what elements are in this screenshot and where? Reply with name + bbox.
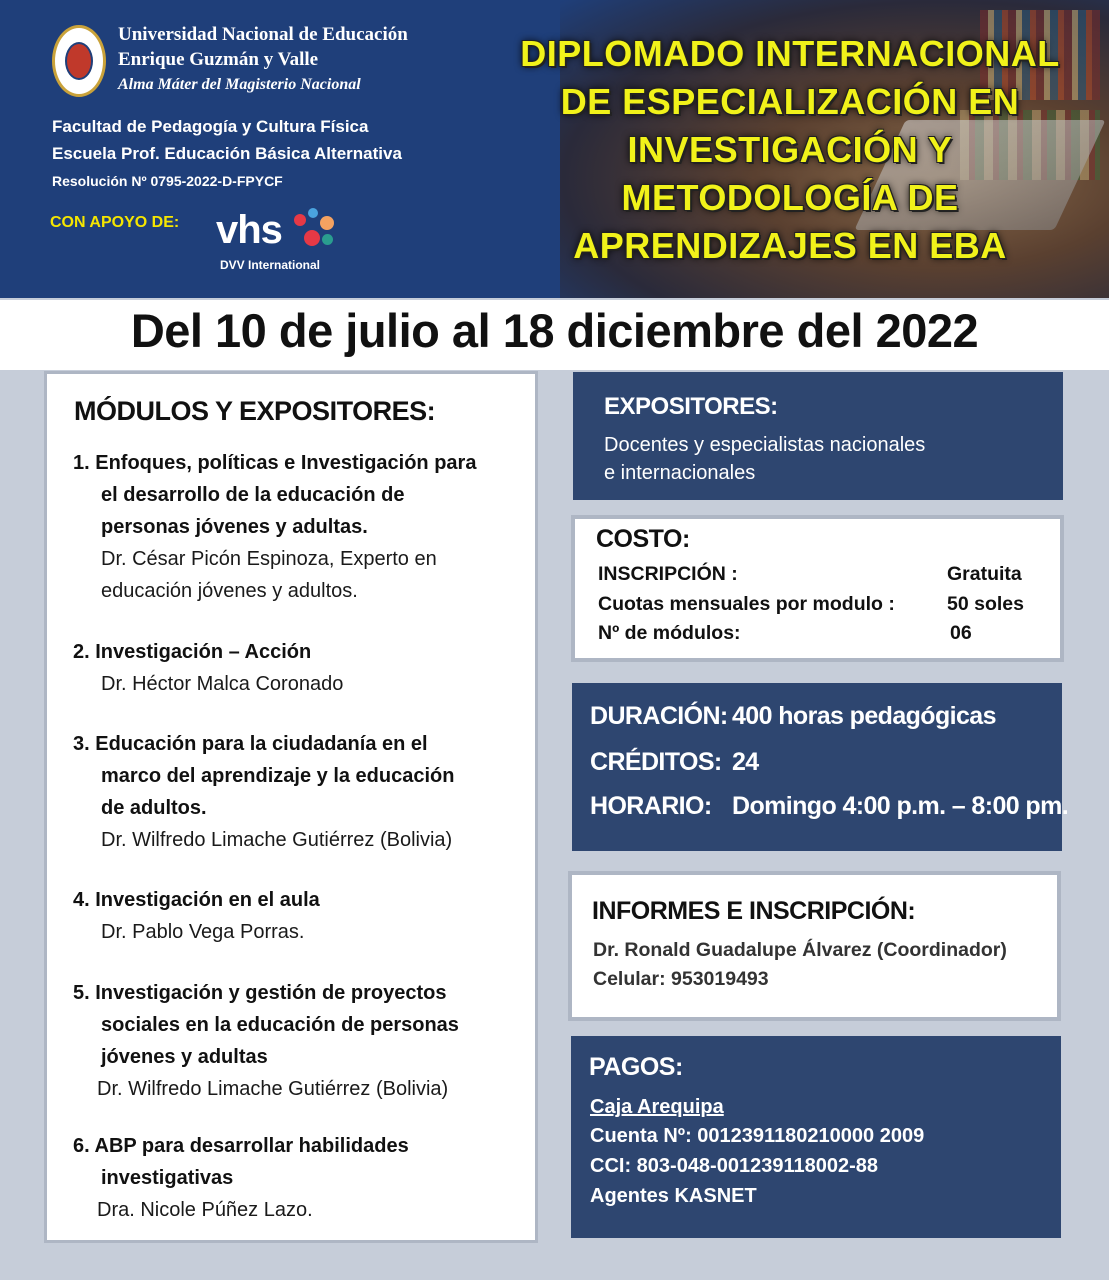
module-item xyxy=(73,447,523,607)
university-name-line2: Enrique Guzmán y Valle xyxy=(118,49,319,70)
dvv-logo-text: DVV International xyxy=(220,258,321,272)
module-item xyxy=(73,636,523,700)
cost-row xyxy=(598,593,1038,623)
module-item xyxy=(73,977,523,1105)
module-speaker: Dra. Nicole Púñez Lazo. xyxy=(97,1199,313,1221)
module-item xyxy=(73,728,523,856)
logo-dot-icon xyxy=(304,230,320,246)
payments-bank: Caja Arequipa xyxy=(590,1096,724,1118)
module-title: 5. Investigación y gestión de proyectos xyxy=(73,982,447,1004)
module-title: 2. Investigación – Acción xyxy=(73,641,312,663)
speakers-description xyxy=(604,431,1044,487)
info-phone: Celular: 953019493 xyxy=(593,968,769,990)
title-line: DE ESPECIALIZACIÓN EN xyxy=(560,81,1020,122)
info-contact: Dr. Ronald Guadalupe Álvarez (Coordinador) xyxy=(593,939,1007,961)
module-title-cont: el desarrollo de la educación de xyxy=(101,484,405,506)
module-title: 6. ABP para desarrollar habilidades xyxy=(73,1135,409,1157)
module-speaker: Dr. Wilfredo Limache Gutiérrez (Bolivia) xyxy=(101,829,453,851)
speakers-line: Docentes y especialistas nacionales xyxy=(604,434,926,456)
module-speaker: Dr. César Picón Espinoza, Experto en xyxy=(101,548,437,570)
cost-value: 06 xyxy=(950,622,972,644)
cost-row xyxy=(598,563,1038,593)
module-speaker: Dr. Pablo Vega Porras. xyxy=(101,921,305,943)
school-name: Escuela Prof. Educación Básica Alternativa xyxy=(52,144,402,163)
schedule-value: Domingo 4:00 p.m. – 8:00 pm. xyxy=(732,792,1069,820)
credits-value: 24 xyxy=(732,748,759,776)
cost-label: Cuotas mensuales por modulo : xyxy=(598,593,895,615)
speakers-line: e internacionales xyxy=(604,462,756,484)
modules-title: MÓDULOS Y EXPOSITORES: xyxy=(74,396,436,426)
faculty-name: Facultad de Pedagogía y Cultura Física xyxy=(52,117,369,136)
vhs-logo-text: vhs xyxy=(216,208,282,252)
info-title: INFORMES E INSCRIPCIÓN: xyxy=(592,897,916,925)
module-title-cont: jóvenes y adultas xyxy=(101,1046,268,1068)
support-label: CON APOYO DE: xyxy=(50,214,180,231)
module-speaker: educación jóvenes y adultos. xyxy=(101,580,358,602)
duration-label: DURACIÓN: xyxy=(590,702,728,730)
title-line: APRENDIZAJES EN EBA xyxy=(573,225,1007,266)
university-motto: Alma Máter del Magisterio Nacional xyxy=(118,76,361,93)
cost-value: Gratuita xyxy=(947,563,1022,585)
cost-title: COSTO: xyxy=(596,525,690,553)
duration-row xyxy=(590,702,1060,746)
credits-row xyxy=(590,748,1060,792)
seal-shield-icon xyxy=(65,42,93,80)
cost-row xyxy=(598,622,1038,652)
schedule-label: HORARIO: xyxy=(590,792,712,820)
cost-label: Nº de módulos: xyxy=(598,622,741,644)
module-item xyxy=(73,884,523,948)
payments-title: PAGOS: xyxy=(589,1053,683,1081)
logo-dot-icon xyxy=(308,208,318,218)
program-dates: Del 10 de julio al 18 diciembre del 2022 xyxy=(130,304,979,357)
resolution-number: Resolución Nº 0795-2022-D-FPYCF xyxy=(52,173,283,189)
payments-account: Cuenta Nº: 0012391180210000 2009 xyxy=(590,1125,925,1147)
university-seal-logo xyxy=(52,25,106,97)
module-title: 3. Educación para la ciudadanía en el xyxy=(73,733,428,755)
cost-label: INSCRIPCIÓN : xyxy=(598,563,738,585)
module-title-cont: sociales en la educación de personas xyxy=(101,1014,459,1036)
logo-dot-icon xyxy=(322,234,333,245)
module-title-cont: personas jóvenes y adultas. xyxy=(101,516,368,538)
title-line: METODOLOGÍA DE xyxy=(621,177,959,218)
module-title: 4. Investigación en el aula xyxy=(73,889,320,911)
module-title-cont: investigativas xyxy=(101,1167,234,1189)
cost-value: 50 soles xyxy=(947,593,1024,615)
module-speaker: Dr. Héctor Malca Coronado xyxy=(101,673,344,695)
dvv-international-logo xyxy=(216,206,340,276)
payments-cci: CCI: 803-048-001239118002-88 xyxy=(590,1155,878,1177)
module-title: 1. Enfoques, políticas e Investigación para xyxy=(73,452,477,474)
payments-agents: Agentes KASNET xyxy=(590,1185,757,1207)
module-title-cont: marco del aprendizaje y la educación xyxy=(101,765,455,787)
duration-value: 400 horas pedagógicas xyxy=(732,702,996,730)
module-item xyxy=(73,1130,523,1226)
logo-dot-icon xyxy=(320,216,334,230)
speakers-title: EXPOSITORES: xyxy=(604,393,778,420)
title-line: INVESTIGACIÓN Y xyxy=(627,129,953,170)
module-speaker: Dr. Wilfredo Limache Gutiérrez (Bolivia) xyxy=(97,1078,449,1100)
credits-label: CRÉDITOS: xyxy=(590,748,722,776)
logo-dot-icon xyxy=(294,214,306,226)
title-line: DIPLOMADO INTERNACIONAL xyxy=(520,33,1060,74)
schedule-row xyxy=(590,792,1069,836)
module-title-cont: de adultos. xyxy=(101,797,207,819)
diploma-title xyxy=(505,30,1075,270)
university-name-line1: Universidad Nacional de Educación xyxy=(118,24,408,45)
